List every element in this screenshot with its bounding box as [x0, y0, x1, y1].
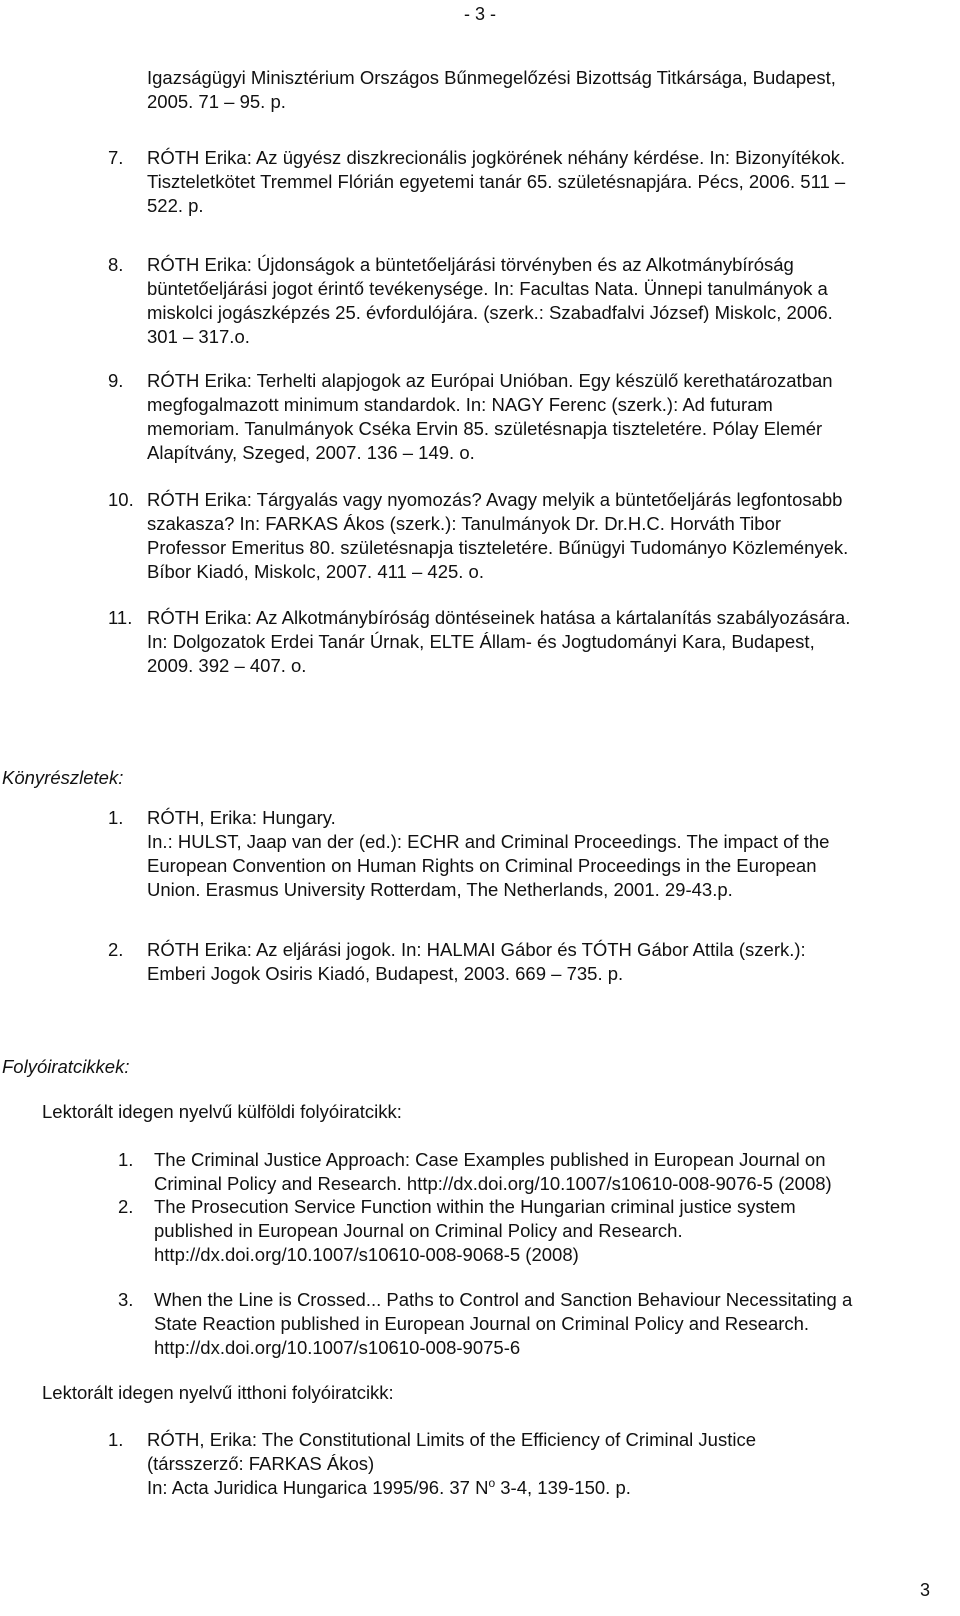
- text-line: RÓTH Erika: Az eljárási jogok. In: HALMAI Gábor és TÓTH Gábor Attila (szerk.):: [147, 939, 806, 960]
- text-line: The Criminal Justice Approach: Case Examples published in European Journal on: [154, 1149, 826, 1170]
- text-line: memoriam. Tanulmányok Cséka Ervin 85. születésnapja tiszteletére. Pólay Elemér: [147, 418, 823, 439]
- entry-body: [147, 369, 930, 465]
- text-line: Bíbor Kiadó, Miskolc, 2007. 411 – 425. o.: [147, 561, 484, 582]
- text-line: In: Dolgozatok Erdei Tanár Úrnak, ELTE Állam- és Jogtudományi Kara, Budapest,: [147, 631, 815, 652]
- text-line: http://dx.doi.org/10.1007/s10610-008-9068-5 (2008): [154, 1244, 579, 1265]
- entry-number: 1.: [108, 1429, 124, 1450]
- text-line: RÓTH Erika: Tárgyalás vagy nyomozás? Avagy melyik a büntetőeljárás legfontosabb: [147, 489, 843, 510]
- entry-body: [154, 1148, 930, 1196]
- text-line: State Reaction published in European Journal on Criminal Policy and Research.: [154, 1313, 810, 1334]
- page-header: - 3 -: [463, 4, 496, 24]
- text-line: RÓTH Erika: Az Alkotmánybíróság döntéseinek hatása a kártalanítás szabályozására.: [147, 607, 851, 628]
- reference-entry-8: [108, 253, 930, 349]
- foreign-article-entry-1: [118, 1148, 930, 1196]
- text-line: Criminal Policy and Research. http://dx.doi.org/10.1007/s10610-008-9076-5 (2008): [154, 1173, 832, 1194]
- entry-body: [147, 606, 930, 678]
- entry-body: [154, 1288, 930, 1360]
- continuation-text: [147, 66, 930, 114]
- text-line: When the Line is Crossed... Paths to Control and Sanction Behaviour Necessitating a: [154, 1289, 853, 1310]
- entry-number: 3.: [118, 1289, 134, 1310]
- entry-number: 2.: [108, 939, 124, 960]
- text-line: In.: HULST, Jaap van der (ed.): ECHR and Criminal Proceedings. The impact of the: [147, 831, 830, 852]
- section-title-book-chapters: Könyrészletek:: [2, 767, 124, 788]
- entry-body: [147, 146, 930, 218]
- reference-entry-9: [108, 369, 930, 465]
- entry-number: 8.: [108, 254, 124, 275]
- subsection-title-foreign: Lektorált idegen nyelvű külföldi folyóiratcikk:: [42, 1101, 402, 1122]
- reference-entry-10: [108, 488, 930, 584]
- text-line: Union. Erasmus University Rotterdam, The Netherlands, 2001. 29-43.p.: [147, 879, 733, 900]
- text-line: The Prosecution Service Function within the Hungarian criminal justice system: [154, 1196, 796, 1217]
- text-line: (társszerző: FARKAS Ákos): [147, 1453, 375, 1474]
- reference-entry-7: [108, 146, 930, 218]
- entry-number: 11.: [108, 607, 133, 628]
- foreign-article-entry-3: [118, 1288, 930, 1360]
- text-line: 2009. 392 – 407. o.: [147, 655, 307, 676]
- book-chapter-entry-2: [108, 938, 930, 986]
- entry-body: [147, 488, 930, 584]
- text-fragment: 3-4, 139-150. p.: [495, 1477, 631, 1498]
- text-line: megfogalmazott minimum standardok. In: NAGY Ferenc (szerk.): Ad futuram: [147, 394, 773, 415]
- reference-entry-11: [108, 606, 930, 678]
- foreign-article-entry-2: [118, 1195, 930, 1267]
- text-line: Igazságügyi Minisztérium Országos Bűnmegelőzési Bizottság Titkársága, Budapest,: [147, 67, 836, 88]
- text-line: büntetőeljárási jogot érintő tevékenysége. In: Facultas Nata. Ünnepi tanulmányok a: [147, 278, 828, 299]
- text-line: RÓTH Erika: Terhelti alapjogok az Európai Unióban. Egy készülő kerethatározatban: [147, 370, 833, 391]
- text-line: 301 – 317.o.: [147, 326, 250, 347]
- superscript: o: [488, 1475, 496, 1490]
- entry-number: 10.: [108, 489, 134, 510]
- section-title-journal-articles: Folyóiratcikkek:: [2, 1056, 130, 1077]
- text-line: 2005. 71 – 95. p.: [147, 91, 286, 112]
- text-fragment: In: Acta Juridica Hungarica 1995/96. 37 N: [147, 1477, 489, 1498]
- page-number: 3: [919, 1580, 930, 1600]
- text-line: RÓTH, Erika: The Constitutional Limits of the Efficiency of Criminal Justice: [147, 1429, 757, 1450]
- text-line: Alapítvány, Szeged, 2007. 136 – 149. o.: [147, 442, 475, 463]
- entry-number: 2.: [118, 1196, 134, 1217]
- entry-body: [147, 938, 930, 986]
- text-line: miskolci jogászképzés 25. évfordulójára. (szerk.: Szabadfalvi József) Miskolc, 2006.: [147, 302, 833, 323]
- subsection-title-domestic: Lektorált idegen nyelvű itthoni folyóiratcikk:: [42, 1382, 394, 1403]
- entry-number: 9.: [108, 370, 124, 391]
- text-line: Professor Emeritus 80. születésnapja tiszteletére. Bűnügyi Tudományo Közlemények.: [147, 537, 849, 558]
- book-chapter-entry-1: [108, 806, 930, 902]
- entry-body: [147, 806, 930, 902]
- text-line: RÓTH Erika: Az ügyész diszkrecionális jogkörének néhány kérdése. In: Bizonyítékok.: [147, 147, 846, 168]
- domestic-article-entry-1: [108, 1428, 930, 1500]
- text-line: published in European Journal on Criminal Policy and Research.: [154, 1220, 683, 1241]
- text-line: szakasza? In: FARKAS Ákos (szerk.): Tanulmányok Dr. Dr.H.C. Horváth Tibor: [147, 513, 782, 534]
- entry-number: 1.: [108, 807, 124, 828]
- text-line: RÓTH, Erika: Hungary.: [147, 807, 336, 828]
- text-line: [147, 1476, 930, 1500]
- entry-number: 1.: [118, 1149, 134, 1170]
- text-line: European Convention on Human Rights on Criminal Proceedings in the European: [147, 855, 817, 876]
- entry-body: [154, 1195, 930, 1267]
- text-line: 522. p.: [147, 195, 204, 216]
- entry-number: 7.: [108, 147, 124, 168]
- text-line: http://dx.doi.org/10.1007/s10610-008-9075-6: [154, 1337, 521, 1358]
- entry-body: [147, 1428, 930, 1500]
- text-line: Tiszteletkötet Tremmel Flórián egyetemi tanár 65. születésnapjára. Pécs, 2006. 511 –: [147, 171, 846, 192]
- text-line: Emberi Jogok Osiris Kiadó, Budapest, 2003. 669 – 735. p.: [147, 963, 624, 984]
- entry-body: [147, 253, 930, 349]
- text-line: RÓTH Erika: Újdonságok a büntetőeljárási törvényben és az Alkotmánybíróság: [147, 254, 794, 275]
